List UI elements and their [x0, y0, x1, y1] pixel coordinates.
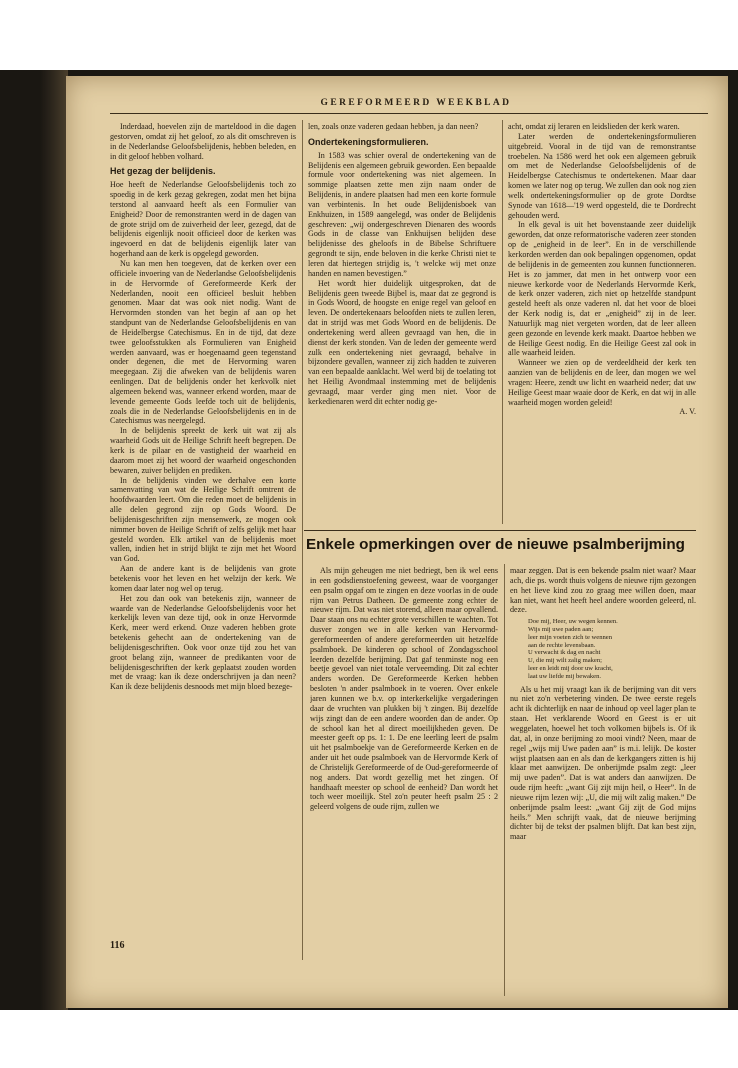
verse-line: U verwacht ik dag en nacht: [528, 649, 601, 657]
article-title: Enkele opmerkingen over de nieuwe psalmberijming: [306, 536, 685, 553]
page-number: 116: [110, 940, 125, 951]
verse-line: Wijs mij uwe paden aan;: [528, 626, 594, 634]
verse-line: leer en leidt mij door uw kracht,: [528, 665, 613, 672]
paragraph: Hoe heeft de Nederlandse Geloofsbelijdenis toch zo spoedig in de kerk gezag gekregen, zodat men het bijna terstond al aanvaard heeft als een Formulier van Enigheid? Door de remonstranten werd in de dagen van de grote strijd om de zuiverheid der leer, gezegd, dat de belijdenis eigenlijk nooit officieel door de kerken was ingevoerd en dat de belijdenis eigenlijk later van hogerhand aan de kerk is opgelegd geworden.: [110, 180, 296, 259]
paragraph: Later werden de ondertekeningsformulieren uitgebreid. Vooral in de tijd van de remonstrantse troebelen. Na 1586 werd het ook een algemeen gebruik om met de Nederlandse Geloofsbelijdenis of de Heidelbergse Catechismus te ondertekenen. Maar daar komen we later nog op terug. We zullen dan ook nog zien welk ondertekeningsformulier op de grote Dordtse Synode van 1618—'19 werd opgesteld, die te Dordrecht gehouden werd.: [508, 131, 696, 220]
paragraph: Nu kan men hen toegeven, dat de kerken over een officiele invoering van de Nederlandse Geloofsbelijdenis in de Hervormde of Gereformeerde Kerk der Nederlanden, nooit een officieel besluit hebben genomen. Maar dat was ook niet nodig. Want de Hervormden stonden van het begin af aan op het standpunt van de Nederlandse Geloofsbelijdenis en van de Heidelbergse Catechismus. En in de tijd, dat deze twee geloofsstukken als Formulieren van Enigheid werden aanvaard, was er hoegenaamd geen tegenstand onder degenen, die met de Hervorming waren meegegaan. Zij die afweken van de belijdenis waren eenlingen. Dat de belijdenis onder het kerkvolk niet algemeen bekend was, wanneer erkend worden, maar de levende gemeente Gods leefde toch uit de belijdenis, zoals die in de Nederlandse Geloofsbelijdenis en in de Catechismus was neergelegd.: [110, 258, 296, 426]
paragraph: Als u het mij vraagt kan ik de berijming van dit vers nu niet zo'n verbetering vinden. De twee eerste regels acht ik dichterlijk en naar de inhoud op veel lager plan te staan. Het verklarende Woord en Geest is er uit weggelaten, hoewel het toch volkomen bijbels is. Of ik dat, al, in onze berijming zo mooi vindt? Neen, maar de regel „wijs mij Uwe paden aan” is m.i. lelijk. De koster wijst plaatsen aan en als dan de kerkgangers zitten is hij klaar met aanwijzen. De onberijmde psalm zegt: „leer mij uwe paden”. Dat is wat anders dan aanwijzen. De oude rijm heeft: „want Gij zijt mijn heil, o Heer”. In de nieuwe rijm lezen wij: „U, die mij wilt zalig maken.” De onberijmde psalm leest: „want Gij zijt de God mijns heils.” Men schrijft vaak, dat de nieuwe berijming dichter bij de tekst der psalmen blijft. Dat kan best zijn, maar: [510, 684, 696, 842]
book-spine: [40, 70, 68, 1010]
magazine-page: [66, 76, 728, 1008]
paragraph: len, zoals onze vaderen gedaan hebben, ja dan neen?: [308, 122, 479, 131]
article-divider: [304, 530, 696, 531]
column-rule: [504, 564, 505, 996]
verse-line: leer mijn voeten zich te wennen: [528, 633, 613, 641]
column-rule: [302, 120, 303, 960]
article2-column-1: [310, 566, 498, 996]
verse-line: U, die mij wilt zalig maken;: [528, 657, 602, 665]
paragraph: In elk geval is uit het bovenstaande zeer duidelijk geworden, dat onze reformatorische vaderen zeer stonden op de „enigheid in de leer”. En in de verschillende kerkorden werden dan ook bepalingen opgenomen, opdat de belijdenis in de gemeenten zou kunnen functionneren. Het is zo jammer, dat men in het ontwerp voor een nieuwe kerkorde voor de Nederlands Hervormde Kerk, de kerk onzer vaderen, zich niet op hetzelfde standpunt gesteld heeft als onze vaderen nl. dat het voor de bloei der Kerk nodig is, dat er „enigheid” zij in de leer. Natuurlijk mag niet vergeten worden, dat de leer alleen geen gezonde en levende kerk maakt. Daartoe hebben we de Heilige Geest nodig. En die Heilige Geest zal ook in alle waarheid leiden.: [508, 220, 696, 358]
author-signature: A. V.: [679, 407, 696, 417]
psalm-verse: [528, 618, 696, 680]
paragraph: In de belijdenis vinden we derhalve een korte samenvatting van wat de Heilige Schrift omtrent de hoofdwaarden leert. Om die reden moet de belijdenis in alle delen gegrond zijn op Gods Woord. De belijdenisgeschriften zijn mensenwerk, ze mogen ook nimmer boven de Heilige Schrift of zelfs gelijk met haar gesteld worden. Elk artikel van de belijdenis moet vallen, indien het in strijd blijkt te zijn met het Woord van God.: [110, 475, 296, 564]
paragraph: Wanneer we zien op de verdeeldheid der kerk ten aanzien van de belijdenis en de leer, dan mogen we wel vragen: Heere, zendt uw licht en waarheid neder; dat uw Heilige Geest maar waaie door de Kerk, en dat wij in alle waarheid mogen worden geleid!: [508, 358, 696, 407]
paragraph: In 1583 was schier overal de ondertekening van de Belijdenis een algemeen gebruik geworden. Een bepaalde formule voor ondertekening was niet algemeen. In sommige plaatsen zette men zijn naam onder de Belijdenis, in andere plaatsen had men een korte formule van verbintenis. In het oude Belijdenisboek van Enkhuizen, in 1589 aangelegd, was onder de Belijdenis geschreven: „wij ondergeschreven Dienaren des woords Gods in de classe van Enkhuijsen belijden dese belijdenisse des gheloofs in de Bibelse Schriftuere gegrondt te sijn, ende beloven in die kerke Christi niet te leren dat hiertegen strijdig is, 't welcke wij met onze handen en namen bevestigen.”: [308, 150, 496, 278]
header-rule: [110, 113, 708, 114]
verse-line: laat uw liefde mij bewaken.: [528, 672, 602, 680]
verse-line: aan de rechte levensbaan.: [528, 641, 596, 649]
section-heading: Het gezag der belijdenis.: [110, 166, 216, 177]
paragraph: Inderdaad, hoevelen zijn de marteldood in die dagen gestorven, omdat zij het geloof, zo als dit omschreven is in de Nederlandse Geloofsbelijdenis, hebben beleden, en in dit geloof hebben volhard.: [110, 122, 296, 161]
column-rule: [502, 120, 503, 524]
paragraph: Het zou dan ook van betekenis zijn, wanneer de waarde van de Nederlandse Geloofsbelijdenis voor het kerkelijk leven van deze tijd, ook in onze Hervormde Kerk, meer werd erkend. Onze vaderen hebben grote betekenis gehecht aan de ondertekening van de belijdenisgeschriften. Ook voor onze tijd zou het van groot belang zijn, wanneer de predikanten voor de belijdenisgeschriften der kerk geplaatst zouden worden met de vraag: kan ik deze onderschrijven ja dan neen? Kan ik deze belijdenis desnoods met mijn bloed bezege-: [110, 593, 296, 692]
section-heading: Ondertekeningsformulieren.: [308, 136, 429, 147]
article2-column-2: [510, 566, 696, 996]
verse-line: Doe mij, Heer, uw wegen kennen.: [528, 618, 618, 626]
paragraph: Het wordt hier duidelijk uitgesproken, dat de Belijdenis geen tweede Bijbel is, maar dat ze gegrond is in Gods Woord, de hoogste en enige regel van geloof en leven. De ondertekenaars beloofden niets te zullen leren, dat in strijd was met Gods Woord en de belijdenis. De ondertekening werd alleen gevraagd van hen, die in dienst der kerk stonden. Van de leden der gemeente werd zulk een ondertekening niet gevraagd, behalve in bijzondere gevallen, wanneer zij zich hadden te zuiveren van een bepaalde aanklacht. Wel werd bij de toelating tot het Heilig Avondmaal instemming met de belijdenis gevraagd, maar verder ging men niet. Voor de kerkedienaren werd dit echter nodig ge-: [308, 278, 496, 406]
signature-line: [508, 407, 696, 417]
paragraph: maar zeggen. Dat is een bekende psalm niet waar? Maar ach, die ps. wordt thuis volgens de nieuwe rijm gezongen en het lieve kind zou zo graag mee willen doen, maar kan niet, want het heeft heel andere woorden geleerd, nl. deze.: [510, 566, 696, 615]
running-header: GEREFORMEERD WEEKBLAD: [320, 98, 512, 108]
paragraph: acht, omdat zij leraren en leidslieden der kerk waren.: [508, 122, 680, 131]
paragraph: Als mijn geheugen me niet bedriegt, ben ik wel eens in een godsdienstoefening geweest, waar de voorganger een psalm opgaf om te zingen en deze voorlas in de oude rijm van Petrus Datheen. De gemeente zong echter de nieuwe rijm. Dat was niet storend, alleen maar opvallend. Daar staan ons nu echter grote verschillen te wachten. Tot dusver zongen we in alle kerken van Hervormd-gereformeerden of andere gereformeerden uit hetzelfde psalmboek. De kinderen op school of Zondagsschool leerden dezelfde berijming. Dat gaf tenminste nog een beetje gevoel van niet totale verveemding. Dit zal echter anders worden. De Gereformeerde Kerken hebben besloten 'n ander psalmboek in te voeren. Over enkele jaren kunnen we b.v. op interkerkelijke vergaderingen daar de vruchten van plukken bij 't zingen. Bij dezelfde wijs zingt dan de een andere woorden dan de ander. Op de school kan het al direct moeilijkheden geven. De meester geeft op ps. 1: 1. De ene leerling leert de psalm uit het psalmboekje van de Gereformeerde Kerken en de ander uit het oude psalmboek van de Hervormde Kerk of de Christelijk Gereformeerde of de Oud-gereformeerde of nog anders. Dat wordt gezellig met het zingen. Of handhaaft meester op school de eenheid? Dan wordt het toch weer moeilijk. Stel zo'n peuter heeft psalm 25 : 2 geleerd volgens de oude rijm, zullen we: [310, 566, 498, 812]
article-column-2: [308, 122, 496, 524]
article-column-1: [110, 122, 296, 956]
article-column-3: [508, 122, 696, 524]
paragraph: In de belijdenis spreekt de kerk uit wat zij als waarheid Gods uit de Heilige Schrift heeft begrepen. De kerk is de pilaar en de vastigheid der waarheid en daarom moet zij het woord der waarheid ongeschonden bewaren, zuiver belijden en prediken.: [110, 426, 296, 475]
paragraph: Aan de andere kant is de belijdenis van grote betekenis voor het leven en het welzijn der kerk. We komen daar later nog wel op terug.: [110, 564, 296, 593]
